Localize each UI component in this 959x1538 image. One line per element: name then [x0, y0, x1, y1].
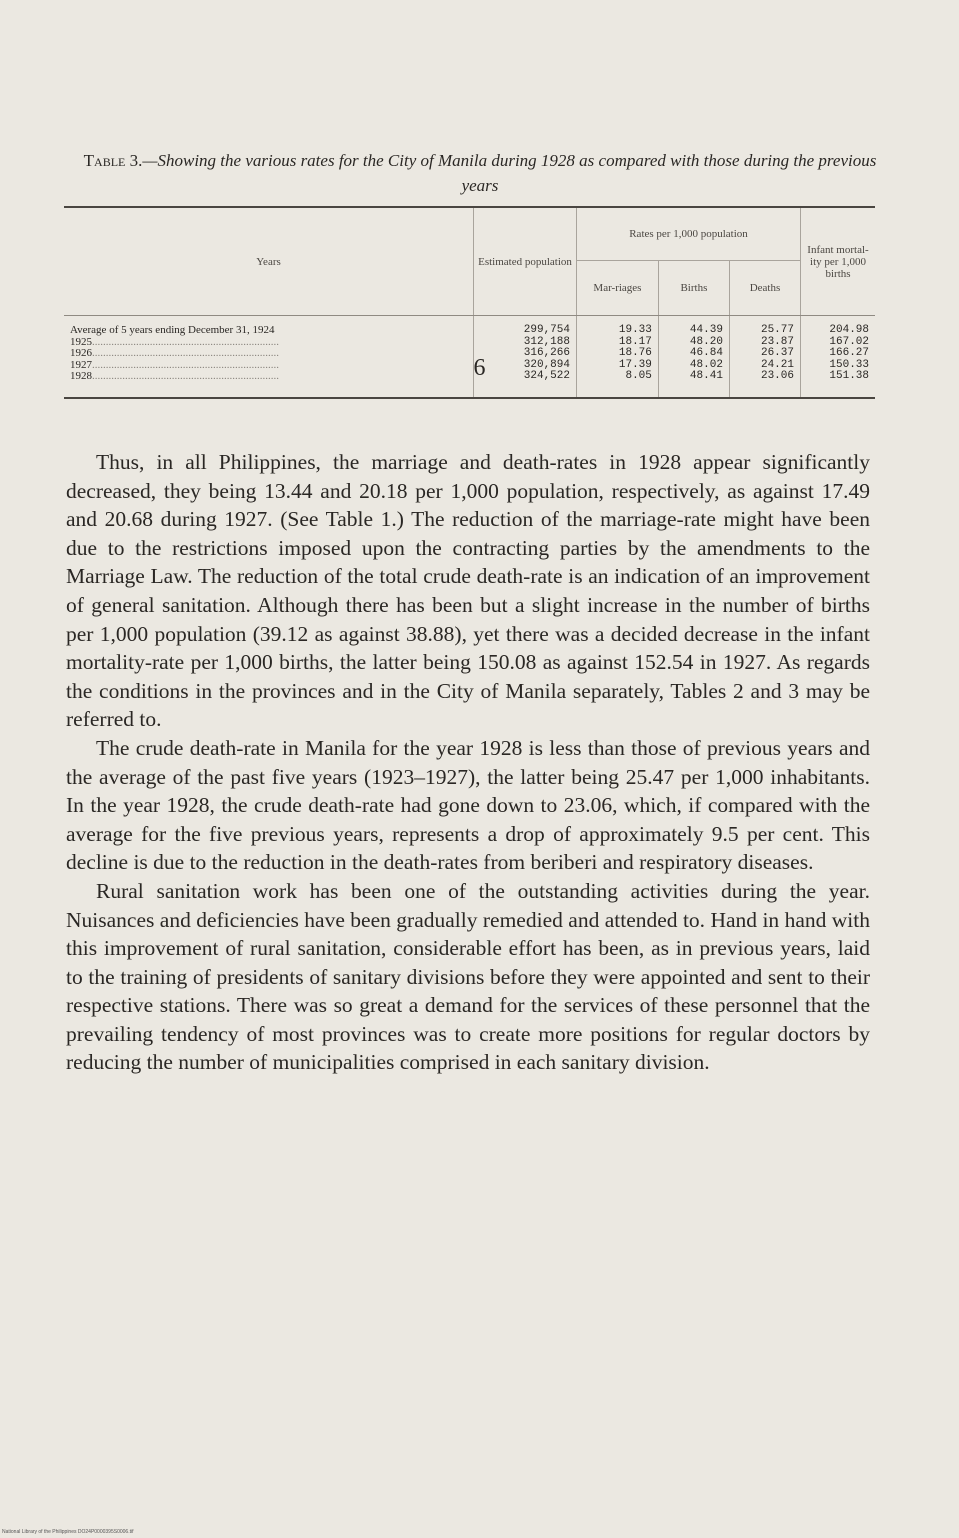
- marriages-cell: 18.76: [577, 348, 659, 360]
- infant-mortality-cell: 204.98: [829, 324, 869, 336]
- table-caption-text: —Showing the various rates for the City of Manila during 1928 as compared with those during the previous years: [142, 151, 877, 195]
- table-row: [64, 337, 875, 349]
- deaths-cell: 24.21: [729, 360, 800, 372]
- deaths-cell: 23.87: [729, 337, 800, 349]
- infant-mortality-cell: 166.27: [829, 347, 869, 359]
- scan-footer: National Library of the Philippines DO24P0000395S0006.tif: [2, 1529, 134, 1535]
- marriages-cell: 18.17: [577, 337, 659, 349]
- leader-dots: ....................................................................: [92, 359, 279, 371]
- leader-dots: ....................................................................: [92, 371, 279, 382]
- births-cell: 48.02: [658, 360, 729, 372]
- year-cell: 1926....................................................................: [64, 348, 474, 360]
- deaths-cell: 26.37: [729, 348, 800, 360]
- deaths-cell: 25.77: [729, 316, 800, 337]
- year-cell: 1928....................................................................: [64, 371, 474, 397]
- header-infant-mortality: Infant mortal-ity per 1,000 births: [801, 208, 876, 316]
- body-paragraph: The crude death-rate in Manila for the year 1928 is less than those of previous years and the average of the past five years (1923–1927), the latter being 25.47 per 1,000 inhabitants. In the year 1928, the crude death-rate had gone down to 23.06, which, if compared with the average for the five previous years, represents a drop of approximately 9.5 per cent. This decline is due to the reduction in the death-rates from beriberi and respiratory diseases.: [66, 735, 870, 875]
- marriages-cell: 17.39: [577, 360, 659, 372]
- table-row: [64, 348, 875, 360]
- population-cell: 324,522: [474, 371, 577, 397]
- year-cell: 1927....................................................................: [64, 360, 474, 372]
- table-row: [64, 316, 875, 337]
- births-cell: 48.41: [658, 371, 729, 397]
- table-row: [64, 371, 875, 397]
- births-cell: 46.84: [658, 348, 729, 360]
- table-row: [64, 360, 875, 372]
- rates-table: [64, 208, 875, 397]
- body-paragraph: Thus, in all Philippines, the marriage and death-rates in 1928 appear significantly decreased, they being 13.44 and 20.18 per 1,000 population, respectively, as against 17.49 and 20.68 during 1927. (See Table 1.) The reduction of the marriage-rate might have been due to the restrictions imposed upon the contracting parties by the amendments to the Marriage Law. The reduction of the total crude death-rate is an indication of an improvement of general sanitation. Although there has been but a slight increase in the number of births per 1,000 population (39.12 as against 38.88), yet there was a decided decrease in the infant mortality-rate per 1,000 births, the latter being 150.08 as against 152.54 in 1927. As regards the conditions in the provinces and in the City of Manila separately, Tables 2 and 3 may be referred to.: [66, 450, 870, 732]
- population-cell: 299,754: [474, 316, 577, 337]
- marriages-cell: 8.05: [577, 371, 659, 397]
- population-cell: 316,266: [474, 348, 577, 360]
- header-marriages: Mar-riages: [577, 261, 659, 316]
- header-births: Births: [658, 261, 729, 316]
- infant-mortality-cell: 151.38: [829, 370, 869, 382]
- rates-table-container: [64, 206, 875, 399]
- body-paragraph: Rural sanitation work has been one of the outstanding activities during the year. Nuisances and deficiencies have been gradually remedied and attended to. Hand in hand with this improvement of rural sanitation, considerable effort has been, as in previous years, laid to the training of presidents of sanitary divisions before they were appointed and sent to their respective stations. There was so great a demand for the services of these personnel that the prevailing tendency of most provinces was to create more positions for regular doctors by reducing the number of municipalities comprised in each sanitary division.: [66, 878, 870, 1075]
- births-cell: 48.20: [658, 337, 729, 349]
- year-cell: 1925....................................................................: [64, 337, 474, 349]
- marriages-cell: 19.33: [577, 316, 659, 337]
- header-estimated-population: Estimated population: [474, 208, 577, 316]
- year-cell: Average of 5 years ending December 31, 1924: [64, 316, 474, 337]
- header-deaths: Deaths: [729, 261, 800, 316]
- header-years: Years: [64, 208, 474, 316]
- deaths-cell: 23.06: [729, 371, 800, 397]
- leader-dots: ....................................................................: [92, 336, 279, 348]
- table-caption-label: Table 3.: [83, 151, 143, 170]
- births-cell: 44.39: [658, 316, 729, 337]
- leader-dots: ....................................................................: [92, 348, 279, 359]
- table-caption: [70, 148, 890, 198]
- infant-mortality-cell: 167.02: [829, 335, 869, 348]
- infant-mortality-cell: 150.33: [829, 358, 869, 371]
- header-rates-group: Rates per 1,000 population: [577, 208, 801, 261]
- page-number: 6: [473, 355, 486, 381]
- body-text: [66, 448, 870, 1077]
- population-cell: 312,188: [474, 337, 577, 349]
- population-cell: 320,894: [474, 360, 577, 372]
